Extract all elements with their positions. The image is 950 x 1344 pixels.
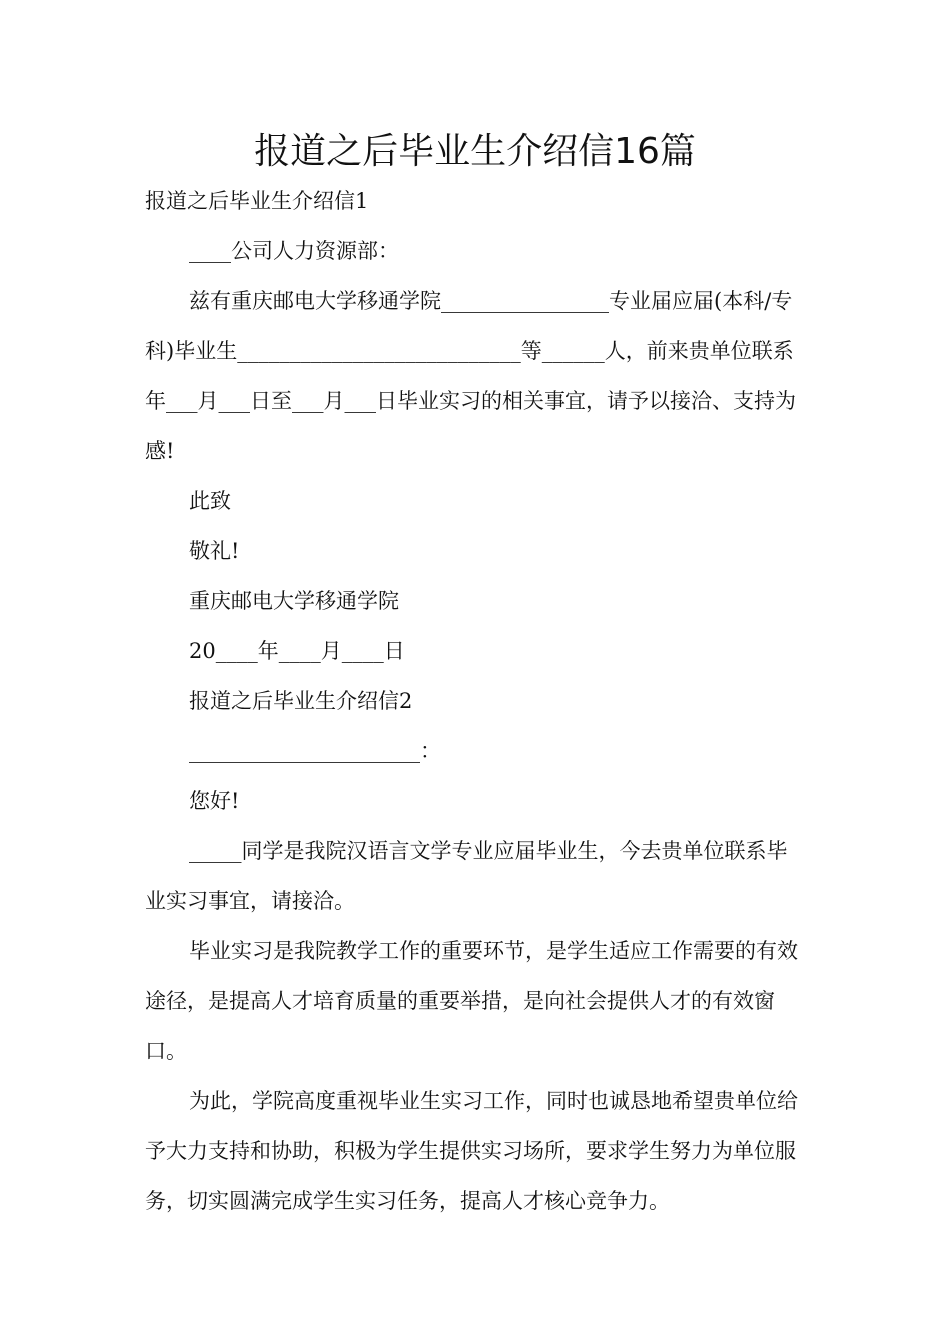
document-title: 报道之后毕业生介绍信16篇 [254,131,696,172]
paragraph: 毕业实习是我院教学工作的重要环节，是学生适应工作需要的有效途径，是提高人才培育质量的重要举措，是向社会提供人才的有效窗口。 [145,939,798,1063]
paragraph: _____同学是我院汉语言文学专业应届毕业生，今去贵单位联系毕业实习事宜，请接洽。 [145,839,788,913]
paragraph: 敬礼! [189,539,240,563]
paragraph: 20____年____月____日 [189,639,405,663]
paragraph: 此致 [189,489,231,513]
paragraph: 您好! [189,789,240,813]
paragraph: ____公司人力资源部： [189,239,399,263]
paragraph: 兹有重庆邮电大学移通学院________________专业届应届(本科/专科)毕业生___________________________等______人，前来贵单位联系年___月___日至___月___日毕业实习的相关事宜，请予以接洽、支持为感! [145,289,796,463]
document-body [145,176,807,1226]
paragraph: ______________________： [189,739,441,763]
paragraph: 重庆邮电大学移通学院 [189,589,399,613]
paragraph: 报道之后毕业生介绍信2 [189,689,413,713]
paragraph: 为此，学院高度重视毕业生实习工作，同时也诚恳地希望贵单位给予大力支持和协助，积极为学生提供实习场所，要求学生努力为单位服务，切实圆满完成学生实习任务，提高人才核心竞争力。 [145,1089,798,1213]
paragraph: 报道之后毕业生介绍信1 [145,189,369,213]
